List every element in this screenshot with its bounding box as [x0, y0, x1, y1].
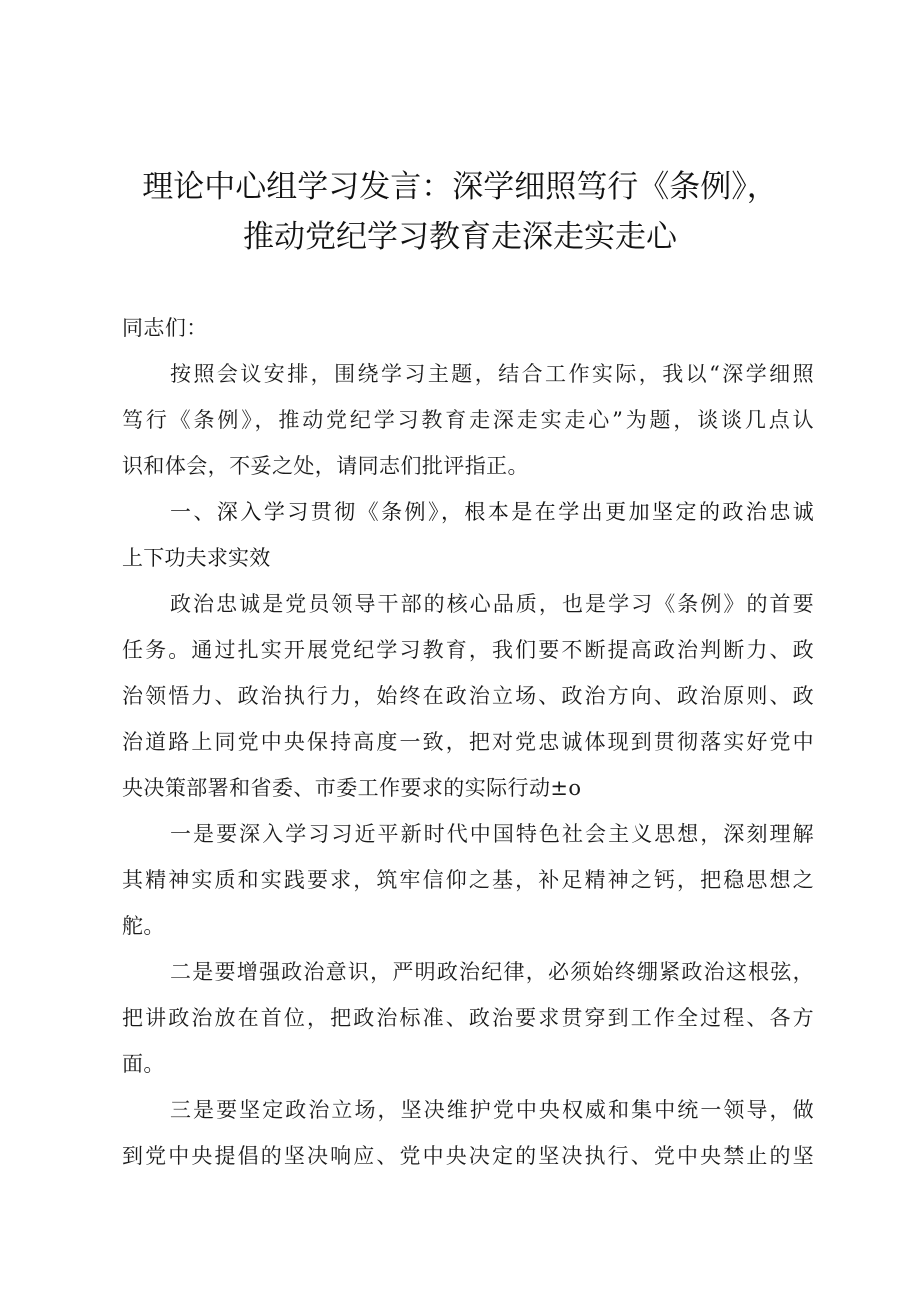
- intro-line: 笃行《条例》，推动党纪学习教育走深走实走心”为题，谈谈几点认: [122, 408, 814, 432]
- section-1-body-line: 治道路上同党中央保持高度一致，把对党忠诚体现到贯彻落实好党中: [122, 730, 814, 754]
- section-1-body-line: 治领悟力、政治执行力，始终在政治立场、政治方向、政治原则、政: [122, 684, 814, 708]
- point-3-line: 三是要坚定政治立场，坚决维护党中央权威和集中统一领导，做: [170, 1098, 814, 1122]
- intro-line: 识和体会，不妥之处，请同志们批评指正。: [122, 454, 529, 478]
- section-1-body-line: 任务。通过扎实开展党纪学习教育，我们要不断提高政治判断力、政: [122, 638, 814, 662]
- point-1-line: 其精神实质和实践要求，筑牢信仰之基，补足精神之钙，把稳思想之: [122, 868, 814, 892]
- point-2-line: 把讲政治放在首位，把政治标准、政治要求贯穿到工作全过程、各方: [122, 1006, 814, 1030]
- section-1-heading: 一、深入学习贯彻《条例》，根本是在学出更加坚定的政治忠诚: [170, 500, 814, 524]
- section-1-body-line: 央决策部署和省委、市委工作要求的实际行动±o: [122, 776, 582, 800]
- point-3-line: 到党中央提倡的坚决响应、党中央决定的坚决执行、党中央禁止的坚: [122, 1144, 814, 1168]
- point-2-line: 面。: [122, 1052, 165, 1076]
- point-2-line: 二是要增强政治意识，严明政治纪律，必须始终绷紧政治这根弦，: [170, 960, 814, 984]
- salutation: 同志们：: [122, 316, 208, 340]
- section-1-heading: 上下功夫求实效: [122, 546, 271, 570]
- point-1-line: 一是要深入学习习近平新时代中国特色社会主义思想，深刻理解: [170, 822, 814, 846]
- point-1-line: 舵。: [122, 914, 165, 938]
- document-title-line-2: 推动党纪学习教育走深走实走心: [243, 219, 677, 255]
- document-title-line-1: 理论中心组学习发言：深学细照笃行《条例》，: [142, 169, 778, 205]
- section-1-body-line: 政治忠诚是党员领导干部的核心品质，也是学习《条例》的首要: [170, 592, 814, 616]
- intro-line: 按照会议安排，围绕学习主题，结合工作实际，我以“深学细照: [170, 362, 814, 386]
